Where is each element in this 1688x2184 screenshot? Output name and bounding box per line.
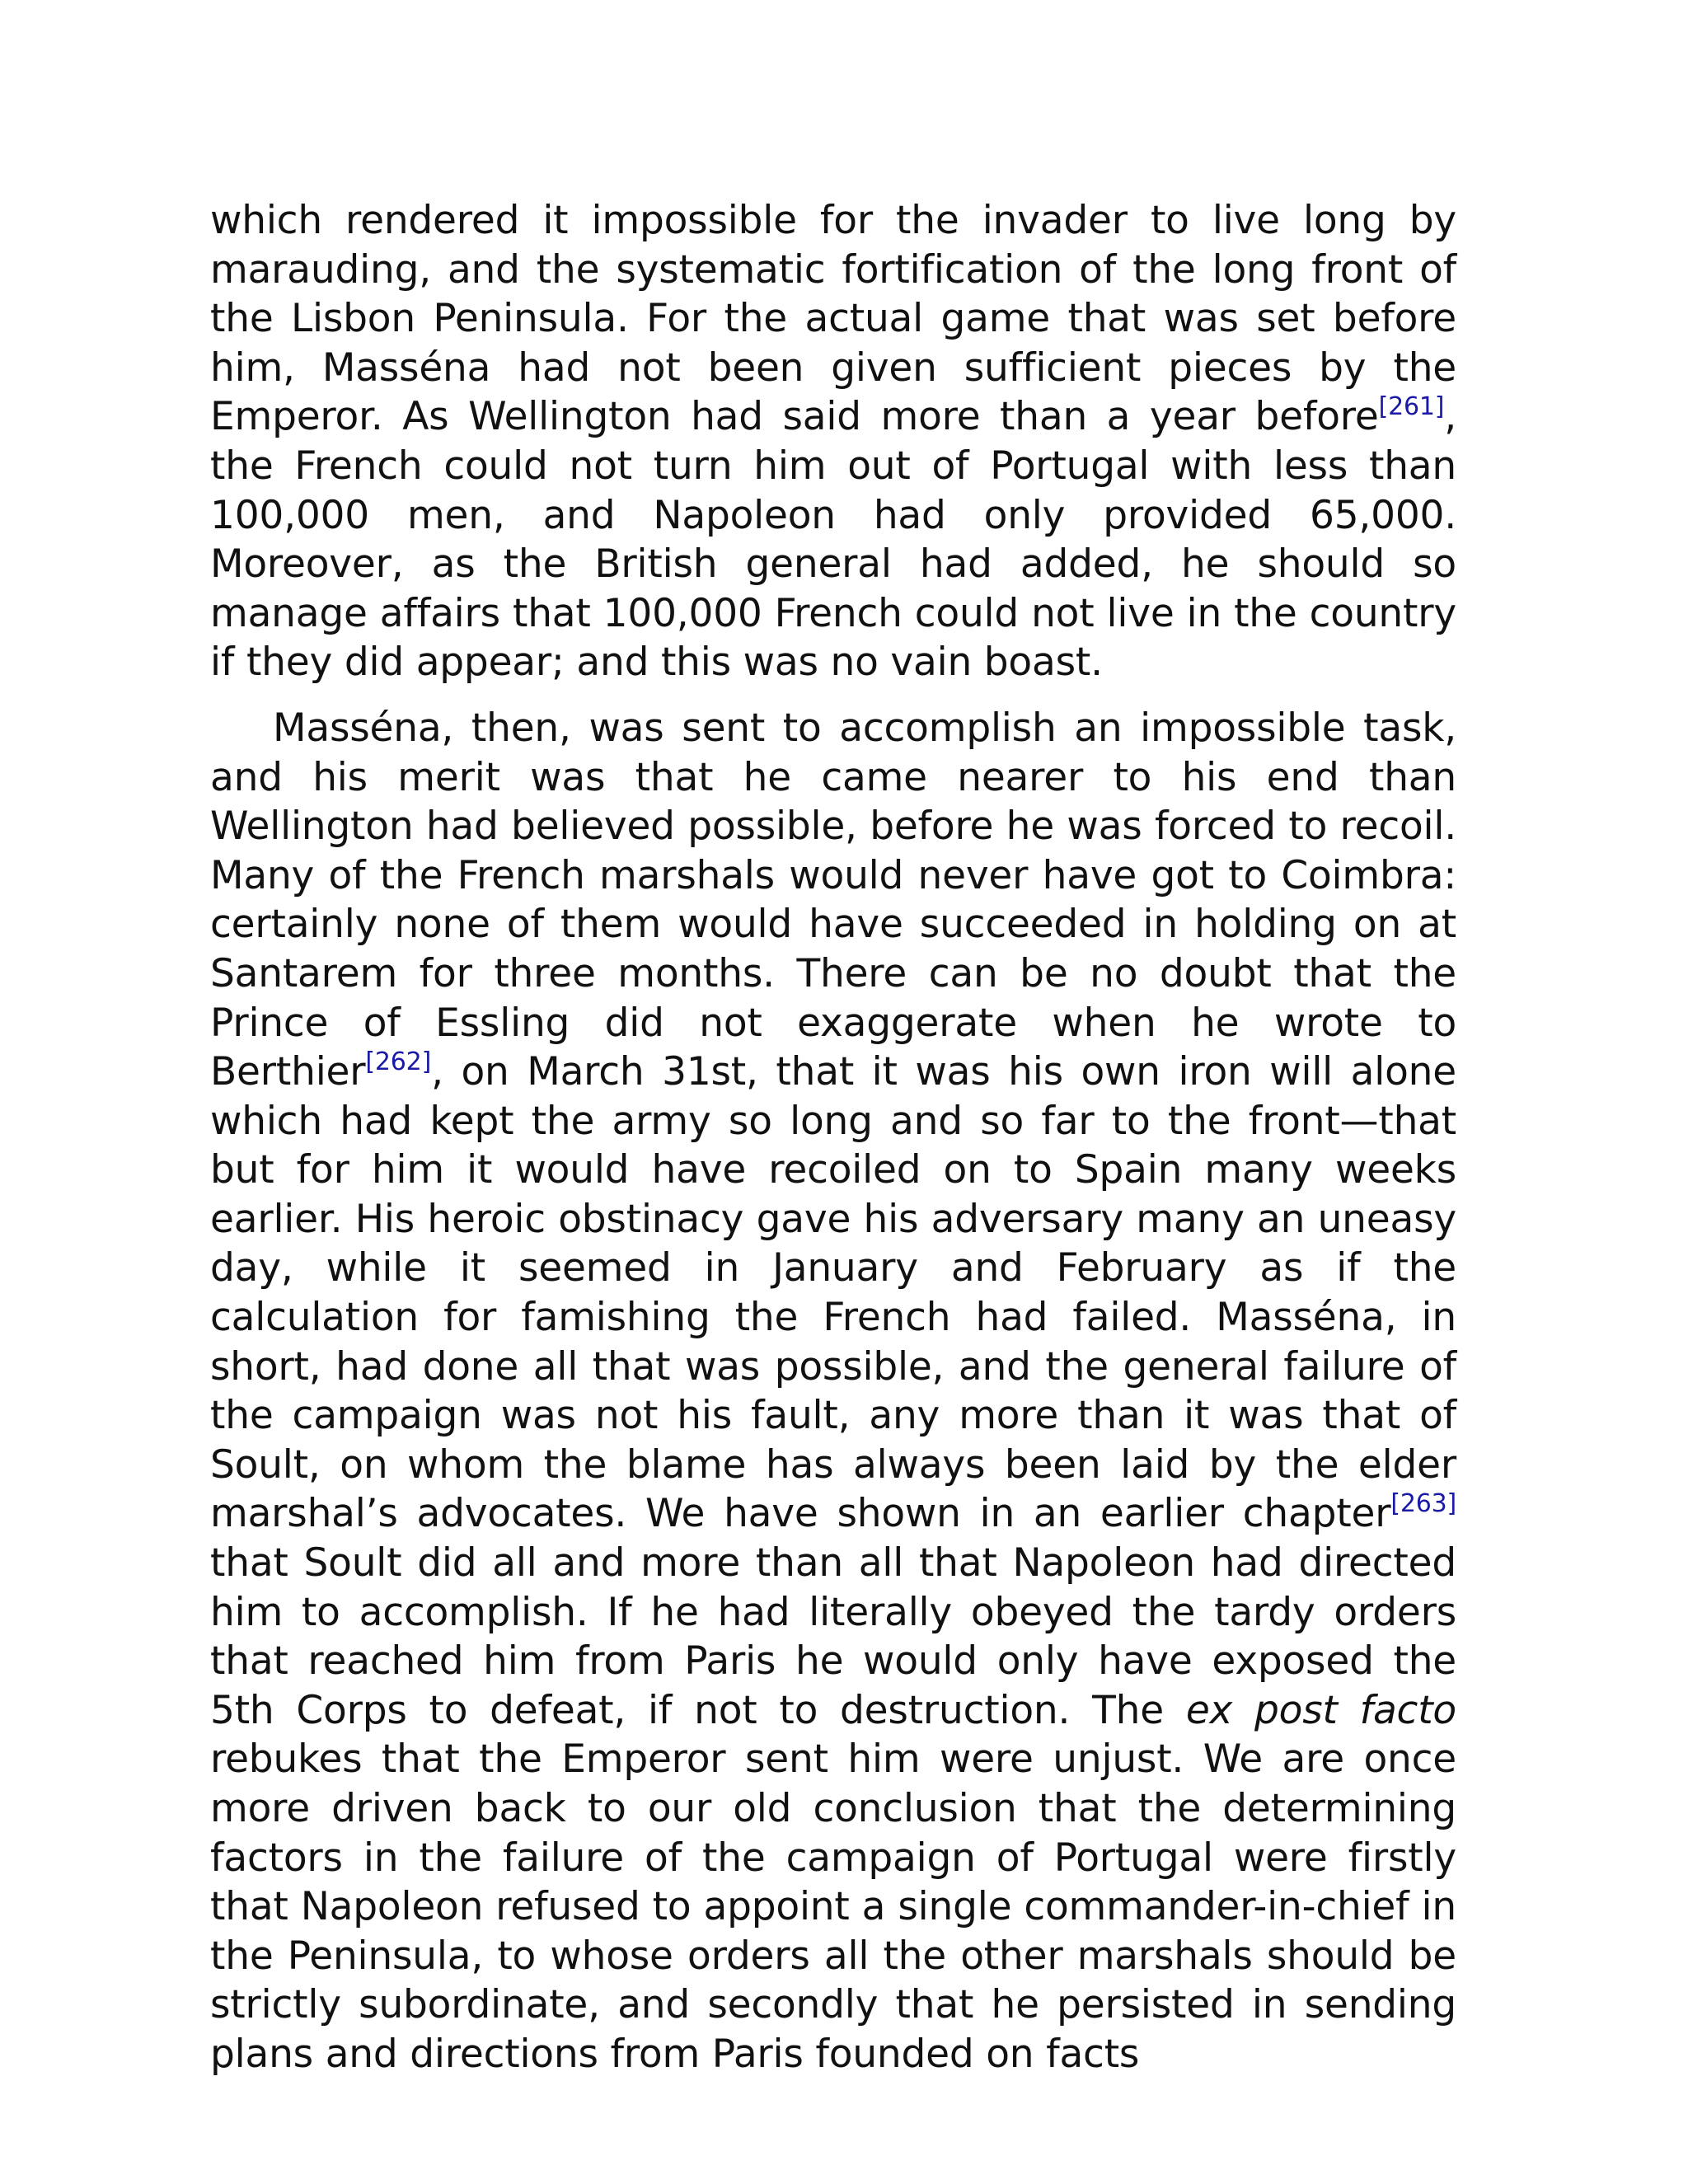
footnote-link-263[interactable]: [263] [1390, 1489, 1456, 1519]
paragraph-2-text-b: , on March 31st, that it was his own iron will alone which had kept the army so long and so far to the front—that but for him it would have recoiled on to Spain many weeks earlier. His heroic obstinacy gave his adversary many an uneasy day, while it seemed in January and February as if the calculation for famishing the French had failed. Masséna, in short, had done all that was possible, and the general failure of the campaign was not his fault, any more than it was that of Soult, on whom the blame has always been laid by the elder marshal’s advocates. We have shown in an earlier chapter [210, 1049, 1456, 1537]
paragraph-2 [210, 704, 1456, 2079]
paragraph-2-text-d: rebukes that the Emperor sent him were unjust. We are once more driven back to our old conclusion that the determining factors in the failure of the campaign of Portugal were firstly that Napoleon refused to appoint a single commander-in-chief in the Peninsula, to whose orders all the other marshals should be strictly subordinate, and secondly that he persisted in sending plans and directions from Paris founded on facts [210, 1736, 1456, 2077]
paragraph-2-text-a: Masséna, then, was sent to accomplish an impossible task, and his merit was that he came nearer to his end than Wellington had believed possible, before he was forced to recoil. Many of the French marshals would never have got to Coimbra: certainly none of them would have succeeded in holding on at Santarem for three months. There can be no doubt that the Prince of Essling did not exaggerate when he wrote to Berthier [210, 705, 1456, 1095]
footnote-link-261[interactable]: [261] [1378, 392, 1445, 422]
footnote-link-262[interactable]: [262] [365, 1047, 432, 1077]
paragraph-1 [210, 196, 1456, 687]
page-body [210, 196, 1456, 2079]
paragraph-2-text-c: that Soult did all and more than all that Napoleon had directed him to accomplish. If he had literally obeyed the tardy orders that reached him from Paris he would only have exposed the 5th Corps to defeat, if not to destruction. The [210, 1540, 1456, 1733]
paragraph-1-text-b: , the French could not turn him out of Portugal with less than 100,000 men, and Napoleon had only provided 65,000. Moreover, as the British general had added, he should so manage affairs that 100,000 French could not live in the country if they did appear; and this was no vain boast. [210, 394, 1456, 686]
paragraph-1-text-a: which rendered it impossible for the invader to live long by marauding, and the systematic fortification of the long front of the Lisbon Peninsula. For the actual game that was set before him, Masséna had not been given sufficient pieces by the Emperor. As Wellington had said more than a year before [210, 198, 1456, 440]
italic-phrase: ex post facto [1185, 1687, 1456, 1733]
